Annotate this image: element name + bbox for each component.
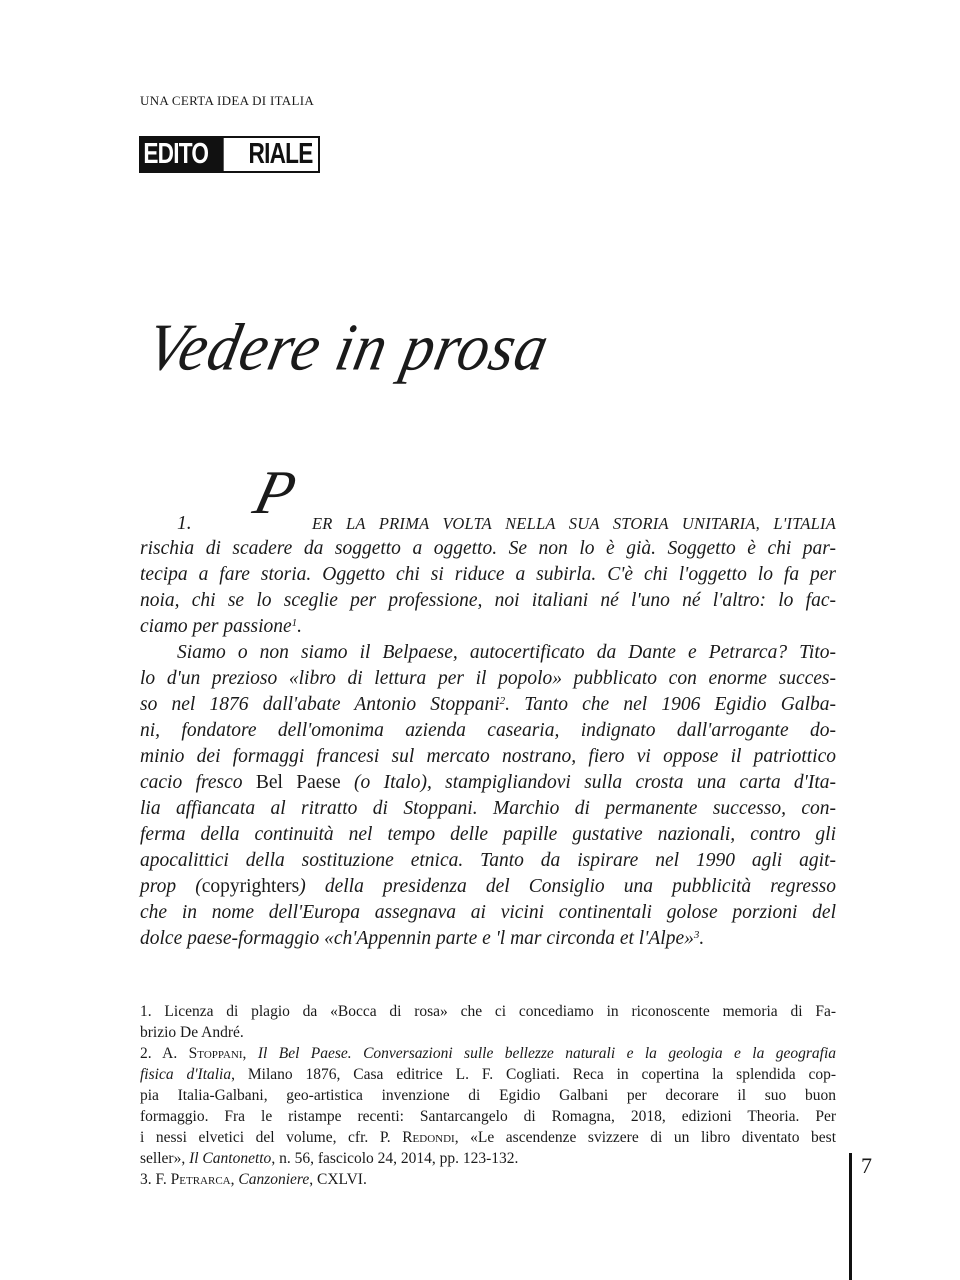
drop-cap: P	[247, 459, 303, 527]
body-line: ni, fondatore dell'omonima azienda casearia, indignato dall'arrogante do-	[140, 720, 836, 741]
first-line-caps: ER LA PRIMA VOLTA NELLA SUA STORIA UNITARIA, L'ITALIA	[312, 514, 836, 533]
section-number: 1.	[177, 513, 192, 534]
body-line: lo d'un prezioso «libro di lettura per il popolo» pubblicato con enorme succes-	[140, 668, 836, 689]
body-text: .	[297, 616, 303, 637]
body-line: rischia di scadere da soggetto a oggetto. Se non lo è già. Soggetto è chi par-	[140, 538, 836, 559]
folio-rule	[849, 1153, 852, 1280]
footnote-line: 1. Licenza di plagio da «Bocca di rosa» che ci concediamo in riconoscente memoria di Fa-	[140, 1003, 836, 1020]
body-line: che in nome dell'Europa assegnava ai vicini continentali golose porzioni del	[140, 902, 836, 923]
article-body	[140, 459, 837, 952]
footnote-text: , n. 56, fascicolo 24, 2014, pp. 123-132.	[271, 1150, 519, 1167]
body-text: (o Italo), stampigliandovi sulla crosta una carta d'Ita-	[340, 772, 837, 793]
body-line: ferma della continuità nel tempo delle papille gustative nazionali, contro gli	[140, 824, 836, 845]
copyrighters-text: copyrighters	[201, 876, 300, 897]
body-text: .	[699, 928, 705, 949]
bel-paese-text: Bel Paese	[255, 772, 341, 793]
footnote-ref: 3	[693, 929, 700, 941]
footnote-title: Canzoniere	[238, 1171, 310, 1188]
running-head: UNA CERTA IDEA DI ITALIA	[140, 93, 315, 108]
page-number: 7	[861, 1153, 872, 1178]
footnote-line: brizio De André.	[140, 1024, 244, 1041]
first-line	[140, 459, 836, 536]
footnote-line: formaggio. Fra le ristampe recenti: Santarcangelo di Romagna, 2018, edizioni Theoria. Per	[140, 1108, 836, 1125]
footnote-line	[140, 1148, 836, 1169]
footnote-line	[140, 1064, 836, 1085]
footnote-author: Petrarca	[170, 1171, 231, 1188]
footnote-text: , «Le ascendenze svizzere di un libro diventato best	[454, 1129, 837, 1146]
footnote-text: 3. F.	[140, 1171, 167, 1188]
footnote-title: fisica d'Italia	[140, 1066, 232, 1083]
body-text: prop (	[140, 876, 202, 897]
footnote-ref: 1	[291, 617, 298, 629]
body-line	[140, 770, 836, 796]
body-line	[140, 614, 836, 640]
footnote-text: i nessi elvetici del volume, cfr. P.	[140, 1129, 391, 1146]
body-line: noia, chi se lo sceglie per professione, noi italiani né l'uno né l'altro: lo fac-	[140, 590, 836, 611]
footnote-line: pia Italia-Galbani, geo-artistica invenzione di Egidio Galbani per decorare il suo buon	[140, 1087, 836, 1104]
footnote-line	[140, 1127, 836, 1148]
section-logo	[139, 136, 320, 173]
footnote-author: Stoppani	[188, 1045, 243, 1062]
section-logo-part1: EDITO	[141, 138, 224, 171]
body-text: ciamo per passione	[140, 616, 292, 637]
footnotes	[140, 1001, 836, 1190]
body-text: dolce paese-formaggio «ch'Appennin parte e 'l mar circonda et l'Alpe»	[140, 928, 694, 949]
footnote-author: Redondi	[402, 1129, 455, 1146]
footnote-text: 2. A.	[140, 1045, 178, 1062]
footnote-text: , Milano 1876, Casa editrice L. F. Cogliati. Reca in copertina la splendida cop-	[231, 1066, 836, 1083]
body-text: ) della presidenza del Consiglio una pubblicità regresso	[299, 876, 837, 897]
footnote-ref: 2	[499, 695, 506, 707]
footnote-text: , CXLVI.	[309, 1171, 367, 1188]
body-text: cacio fresco	[140, 772, 243, 793]
footnote-line: 3. F. Petrarca, Canzoniere, CXLVI.	[140, 1171, 367, 1188]
body-line: apocalittici della sostituzione etnica. Tanto da ispirare nel 1990 agli agit-	[140, 850, 836, 871]
body-line	[140, 692, 836, 718]
body-line: minio dei formaggi francesi sul mercato nostrano, fiero vi oppose il patriottico	[140, 746, 836, 767]
body-line	[140, 874, 836, 900]
body-line: lia affiancata al ritratto di Stoppani. Marchio di permanente successo, con-	[140, 798, 836, 819]
footnote-title: Il Cantonetto	[189, 1150, 272, 1167]
footnote-line: 2. A. Stoppani, Il Bel Paese. Conversazioni sulle bellezze naturali e la geologia e la geografia	[140, 1045, 837, 1062]
article-title: Vedere in prosa	[140, 311, 556, 385]
footnote-text: seller»,	[140, 1150, 186, 1167]
footnote-title: Il Bel Paese. Conversazioni sulle bellezze naturali e la geologia e la geografia	[257, 1045, 837, 1062]
section-logo-part2: RIALE	[248, 138, 313, 170]
body-text: so nel 1876 dall'abate Antonio Stoppani	[140, 694, 500, 715]
body-text: . Tanto che nel 1906 Egidio Galba-	[505, 694, 836, 715]
body-line: Siamo o non siamo il Belpaese, autocertificato da Dante e Petrarca? Tito-	[177, 642, 836, 663]
body-line: tecipa a fare storia. Oggetto chi si riduce a subirla. C'è chi l'oggetto lo fa per	[140, 564, 836, 585]
body-line	[140, 926, 836, 952]
